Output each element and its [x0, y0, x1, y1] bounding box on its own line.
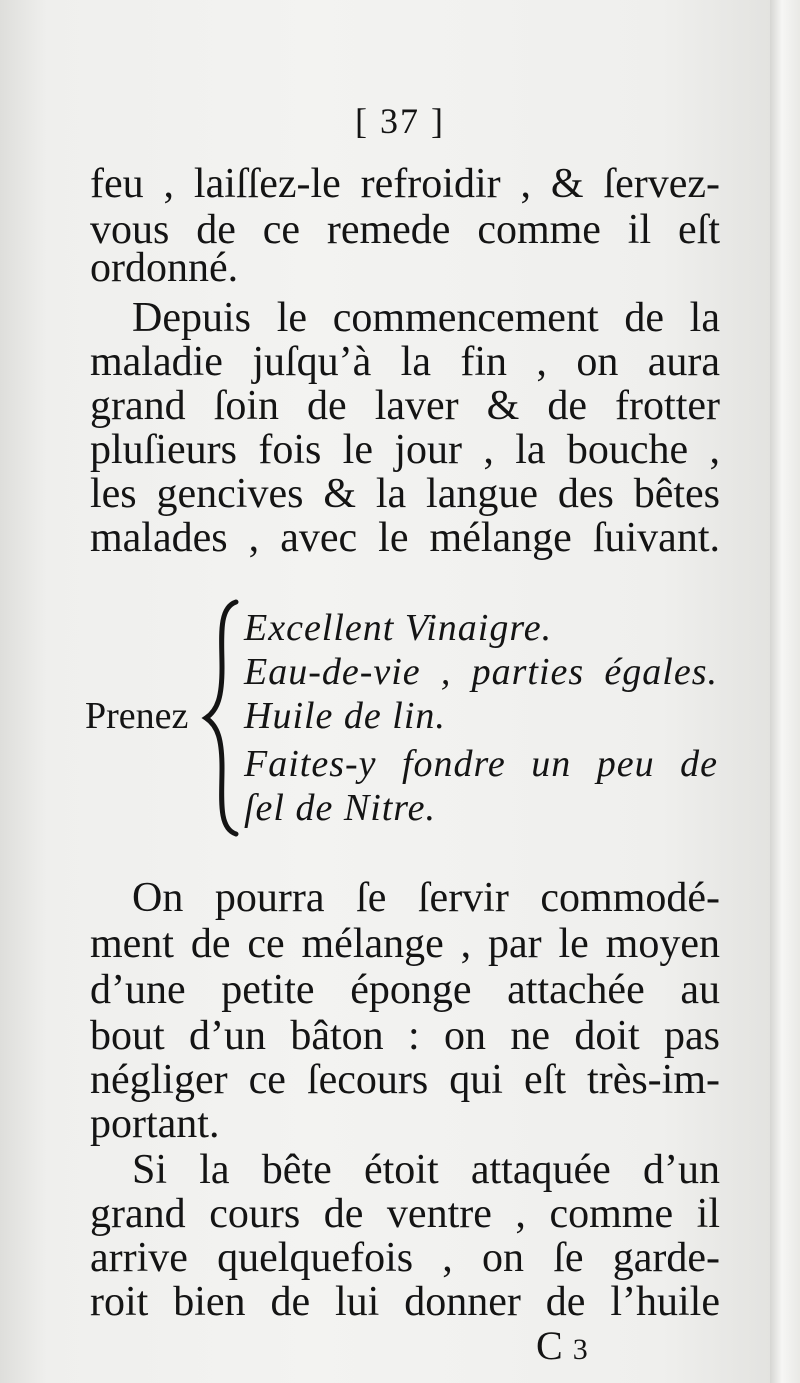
text-line: grand cours de ventre , comme il	[90, 1191, 720, 1237]
signature-mark	[536, 1322, 588, 1369]
text-line: ordonné.	[90, 245, 239, 291]
recipe-item: Excellent Vinaigre.	[244, 607, 553, 649]
recipe-item: Faites-y fondre un peu de	[244, 743, 718, 785]
text-line: portant.	[90, 1101, 220, 1147]
text-line: les gencives & la langue des bêtes	[90, 471, 720, 517]
recipe-label: Prenez	[85, 695, 189, 737]
text-line: On pourra ſe ſervir commodé-	[132, 875, 720, 921]
text-line: Si la bête étoit attaquée d’un	[132, 1147, 720, 1193]
text-line: négliger ce ſecours qui eſt très-im-	[90, 1057, 720, 1103]
text-line: pluſieurs fois le jour , la bouche ,	[90, 427, 720, 473]
signature-letter: C	[536, 1323, 563, 1368]
recipe-item: ſel de Nitre.	[244, 787, 437, 829]
recipe-item: Huile de lin.	[244, 695, 446, 737]
curly-brace	[200, 598, 244, 838]
text-line: feu , laiſſez-le refroidir , & ſervez-	[90, 161, 720, 207]
text-line: vous de ce remede comme il eſt	[90, 207, 720, 253]
signature-number: 3	[572, 1333, 588, 1366]
text-line: maladie juſqu’à la fin , on aura	[90, 339, 720, 385]
text-line: arrive quelquefois , on ſe garde-	[90, 1235, 720, 1281]
text-line: Depuis le commencement de la	[132, 295, 720, 341]
text-line: d’une petite éponge attachée au	[90, 967, 720, 1013]
page-edge	[770, 0, 800, 1383]
text-line: bout d’un bâton : on ne doit pas	[90, 1013, 720, 1059]
text-line: malades , avec le mélange ſuivant.	[90, 515, 720, 561]
recipe-item: Eau-de-vie , parties égales.	[244, 651, 718, 693]
page-number: [ 37 ]	[355, 101, 445, 141]
text-line: roit bien de lui donner de l’huile	[90, 1279, 720, 1325]
text-line: grand ſoin de laver & de frotter	[90, 383, 720, 429]
text-line: ment de ce mélange , par le moyen	[90, 921, 720, 967]
